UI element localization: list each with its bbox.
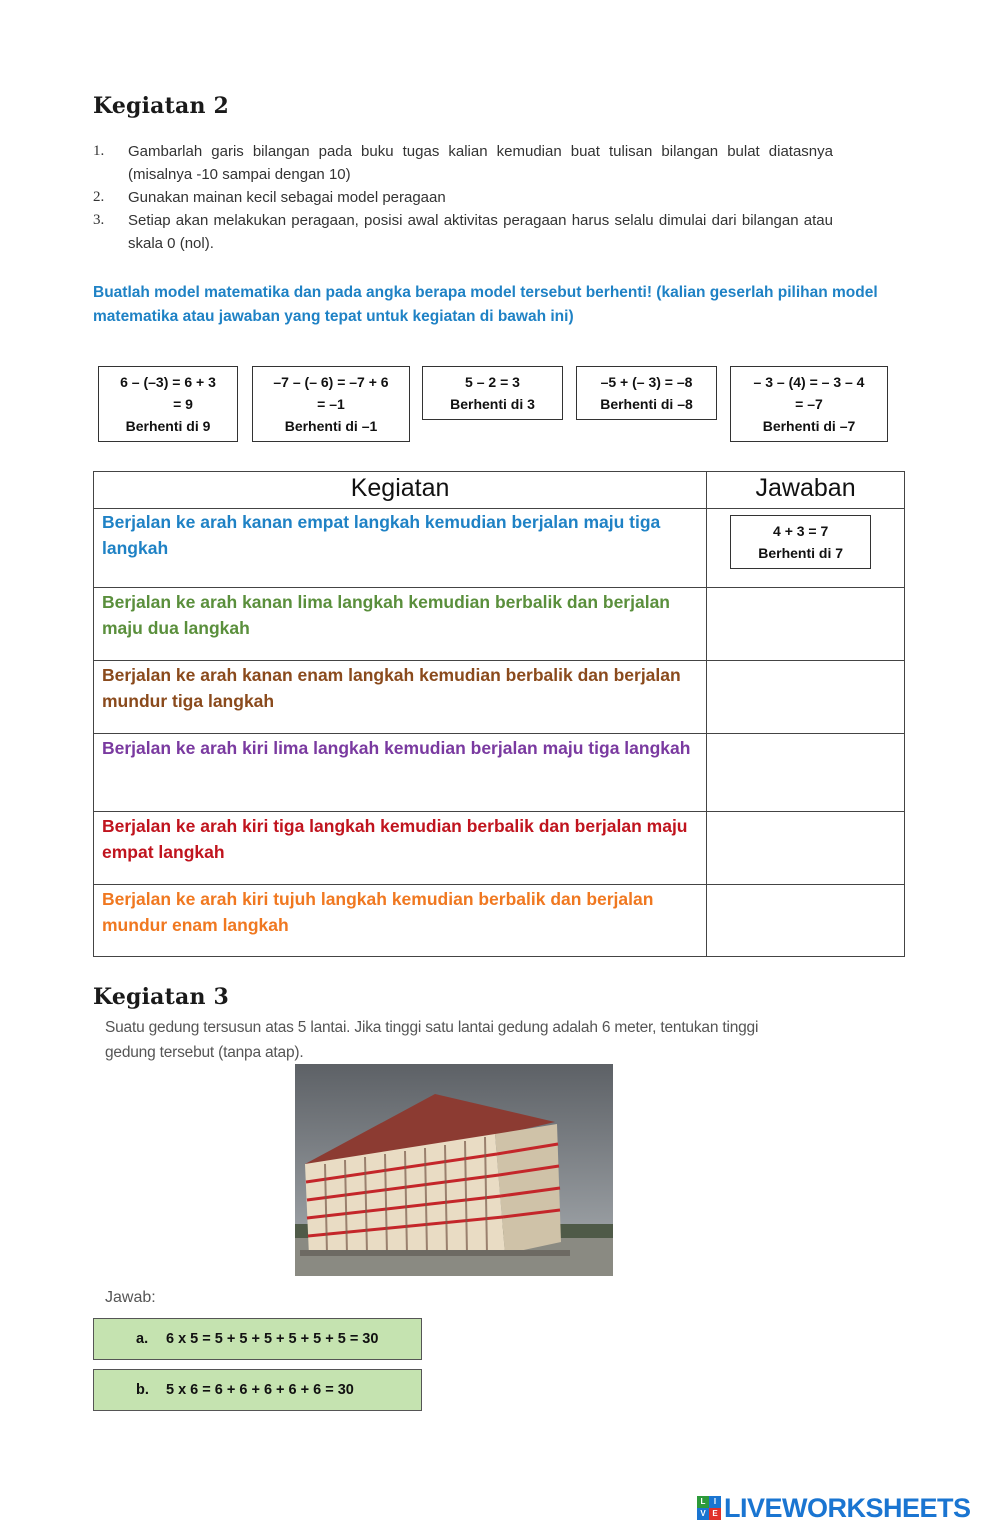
choice-line-2: Berhenti di 3 <box>450 396 535 412</box>
answer-choice-3[interactable] <box>422 366 563 420</box>
answer-choice-4[interactable] <box>576 366 717 420</box>
table-row <box>94 885 905 957</box>
table-header-row <box>94 472 905 509</box>
answer-line-2: Berhenti di 7 <box>758 545 844 561</box>
choice-line-3: Berhenti di –7 <box>762 418 856 434</box>
activity-table <box>93 471 905 957</box>
answer-drop-zone[interactable] <box>707 734 905 812</box>
activity-text: Berjalan ke arah kanan enam langkah kemudian berbalik dan berjalan mundur tiga langkah <box>94 661 707 734</box>
kegiatan-2-title: Kegiatan 2 <box>93 93 230 119</box>
choice-line-2: = 9 <box>173 396 193 412</box>
activity-text: Berjalan ke arah kiri tujuh langkah kemudian berbalik dan berjalan mundur enam langkah <box>94 885 707 957</box>
table-row <box>94 509 905 588</box>
activity-text: Berjalan ke arah kanan lima langkah kemudian berbalik dan berjalan maju dua langkah <box>94 588 707 661</box>
table-row <box>94 661 905 734</box>
choice-line-1: –7 – (– 6) = –7 + 6 <box>273 374 389 390</box>
instruction-steps <box>93 140 833 255</box>
step-text: Gambarlah garis bilangan pada buku tugas kalian kemudian buat tulisan bilangan bulat diatasnya (misalnya -10 sampai dengan 10) <box>128 143 833 183</box>
option-letter: b. <box>136 1382 149 1398</box>
task-instruction: Buatlah model matematika dan pada angka berapa model tersebut berhenti! (kalian geserlah pilihan model matematika atau jawaban yang tepat untuk kegiatan di bawah ini) <box>93 284 878 325</box>
answer-drop-zone[interactable] <box>707 812 905 885</box>
step-item <box>93 209 833 255</box>
answer-option-a[interactable] <box>93 1318 422 1360</box>
logo-text: LIVEWORKSHEETS <box>724 1492 971 1523</box>
question-text: Suatu gedung tersusun atas 5 lantai. Jika tinggi satu lantai gedung adalah 6 meter, tentukan tinggi gedung tersebut (tanpa atap). <box>105 1019 759 1061</box>
choice-line-1: 5 – 2 = 3 <box>465 374 520 390</box>
choice-line-2: Berhenti di –8 <box>600 396 693 412</box>
choice-line-3: Berhenti di 9 <box>125 418 211 434</box>
building-photo <box>295 1064 613 1276</box>
placed-answer[interactable] <box>730 515 871 569</box>
answer-drop-zone[interactable] <box>707 885 905 957</box>
answer-choice-2[interactable] <box>252 366 410 442</box>
answer-drop-zone[interactable] <box>707 588 905 661</box>
step-number: 1. <box>93 143 105 159</box>
header-activity: Kegiatan <box>94 472 707 509</box>
answer-drop-zone[interactable] <box>707 509 905 588</box>
answer-option-b[interactable] <box>93 1369 422 1411</box>
choice-line-1: – 3 – (4) = – 3 – 4 <box>753 374 865 390</box>
step-text: Setiap akan melakukan peragaan, posisi awal aktivitas peragaan harus selalu dimulai dari bilangan atau skala 0 (nol). <box>128 212 833 252</box>
choice-line-1: –5 + (– 3) = –8 <box>600 374 693 390</box>
answer-line-1: 4 + 3 = 7 <box>773 523 829 539</box>
option-text: 5 x 6 = 6 + 6 + 6 + 6 + 6 = 30 <box>166 1382 354 1398</box>
table-row <box>94 734 905 812</box>
answer-label: Jawab: <box>105 1289 156 1306</box>
table-row <box>94 588 905 661</box>
activity-text: Berjalan ke arah kiri tiga langkah kemudian berbalik dan berjalan maju empat langkah <box>94 812 707 885</box>
choice-line-1: 6 – (–3) = 6 + 3 <box>120 374 216 390</box>
answer-drop-zone[interactable] <box>707 661 905 734</box>
step-item <box>93 140 833 186</box>
activity-text: Berjalan ke arah kanan empat langkah kemudian berjalan maju tiga langkah <box>94 509 707 588</box>
option-text: 6 x 5 = 5 + 5 + 5 + 5 + 5 + 5 = 30 <box>166 1331 379 1347</box>
option-letter: a. <box>136 1331 149 1347</box>
step-number: 3. <box>93 212 105 228</box>
choice-line-2: = –7 <box>795 396 823 412</box>
step-item <box>93 186 833 209</box>
choice-line-2: = –1 <box>317 396 345 412</box>
choice-line-3: Berhenti di –1 <box>284 418 378 434</box>
step-number: 2. <box>93 189 105 205</box>
answer-choice-5[interactable] <box>730 366 888 442</box>
kegiatan-3-title: Kegiatan 3 <box>93 984 230 1010</box>
answer-choice-1[interactable] <box>98 366 238 442</box>
header-answer: Jawaban <box>707 472 905 509</box>
step-text: Gunakan mainan kecil sebagai model peragaan <box>128 189 446 206</box>
activity-text: Berjalan ke arah kiri lima langkah kemudian berjalan maju tiga langkah <box>94 734 707 812</box>
table-row <box>94 812 905 885</box>
liveworksheets-logo <box>697 1491 971 1525</box>
logo-icon: L I V E <box>697 1496 721 1520</box>
